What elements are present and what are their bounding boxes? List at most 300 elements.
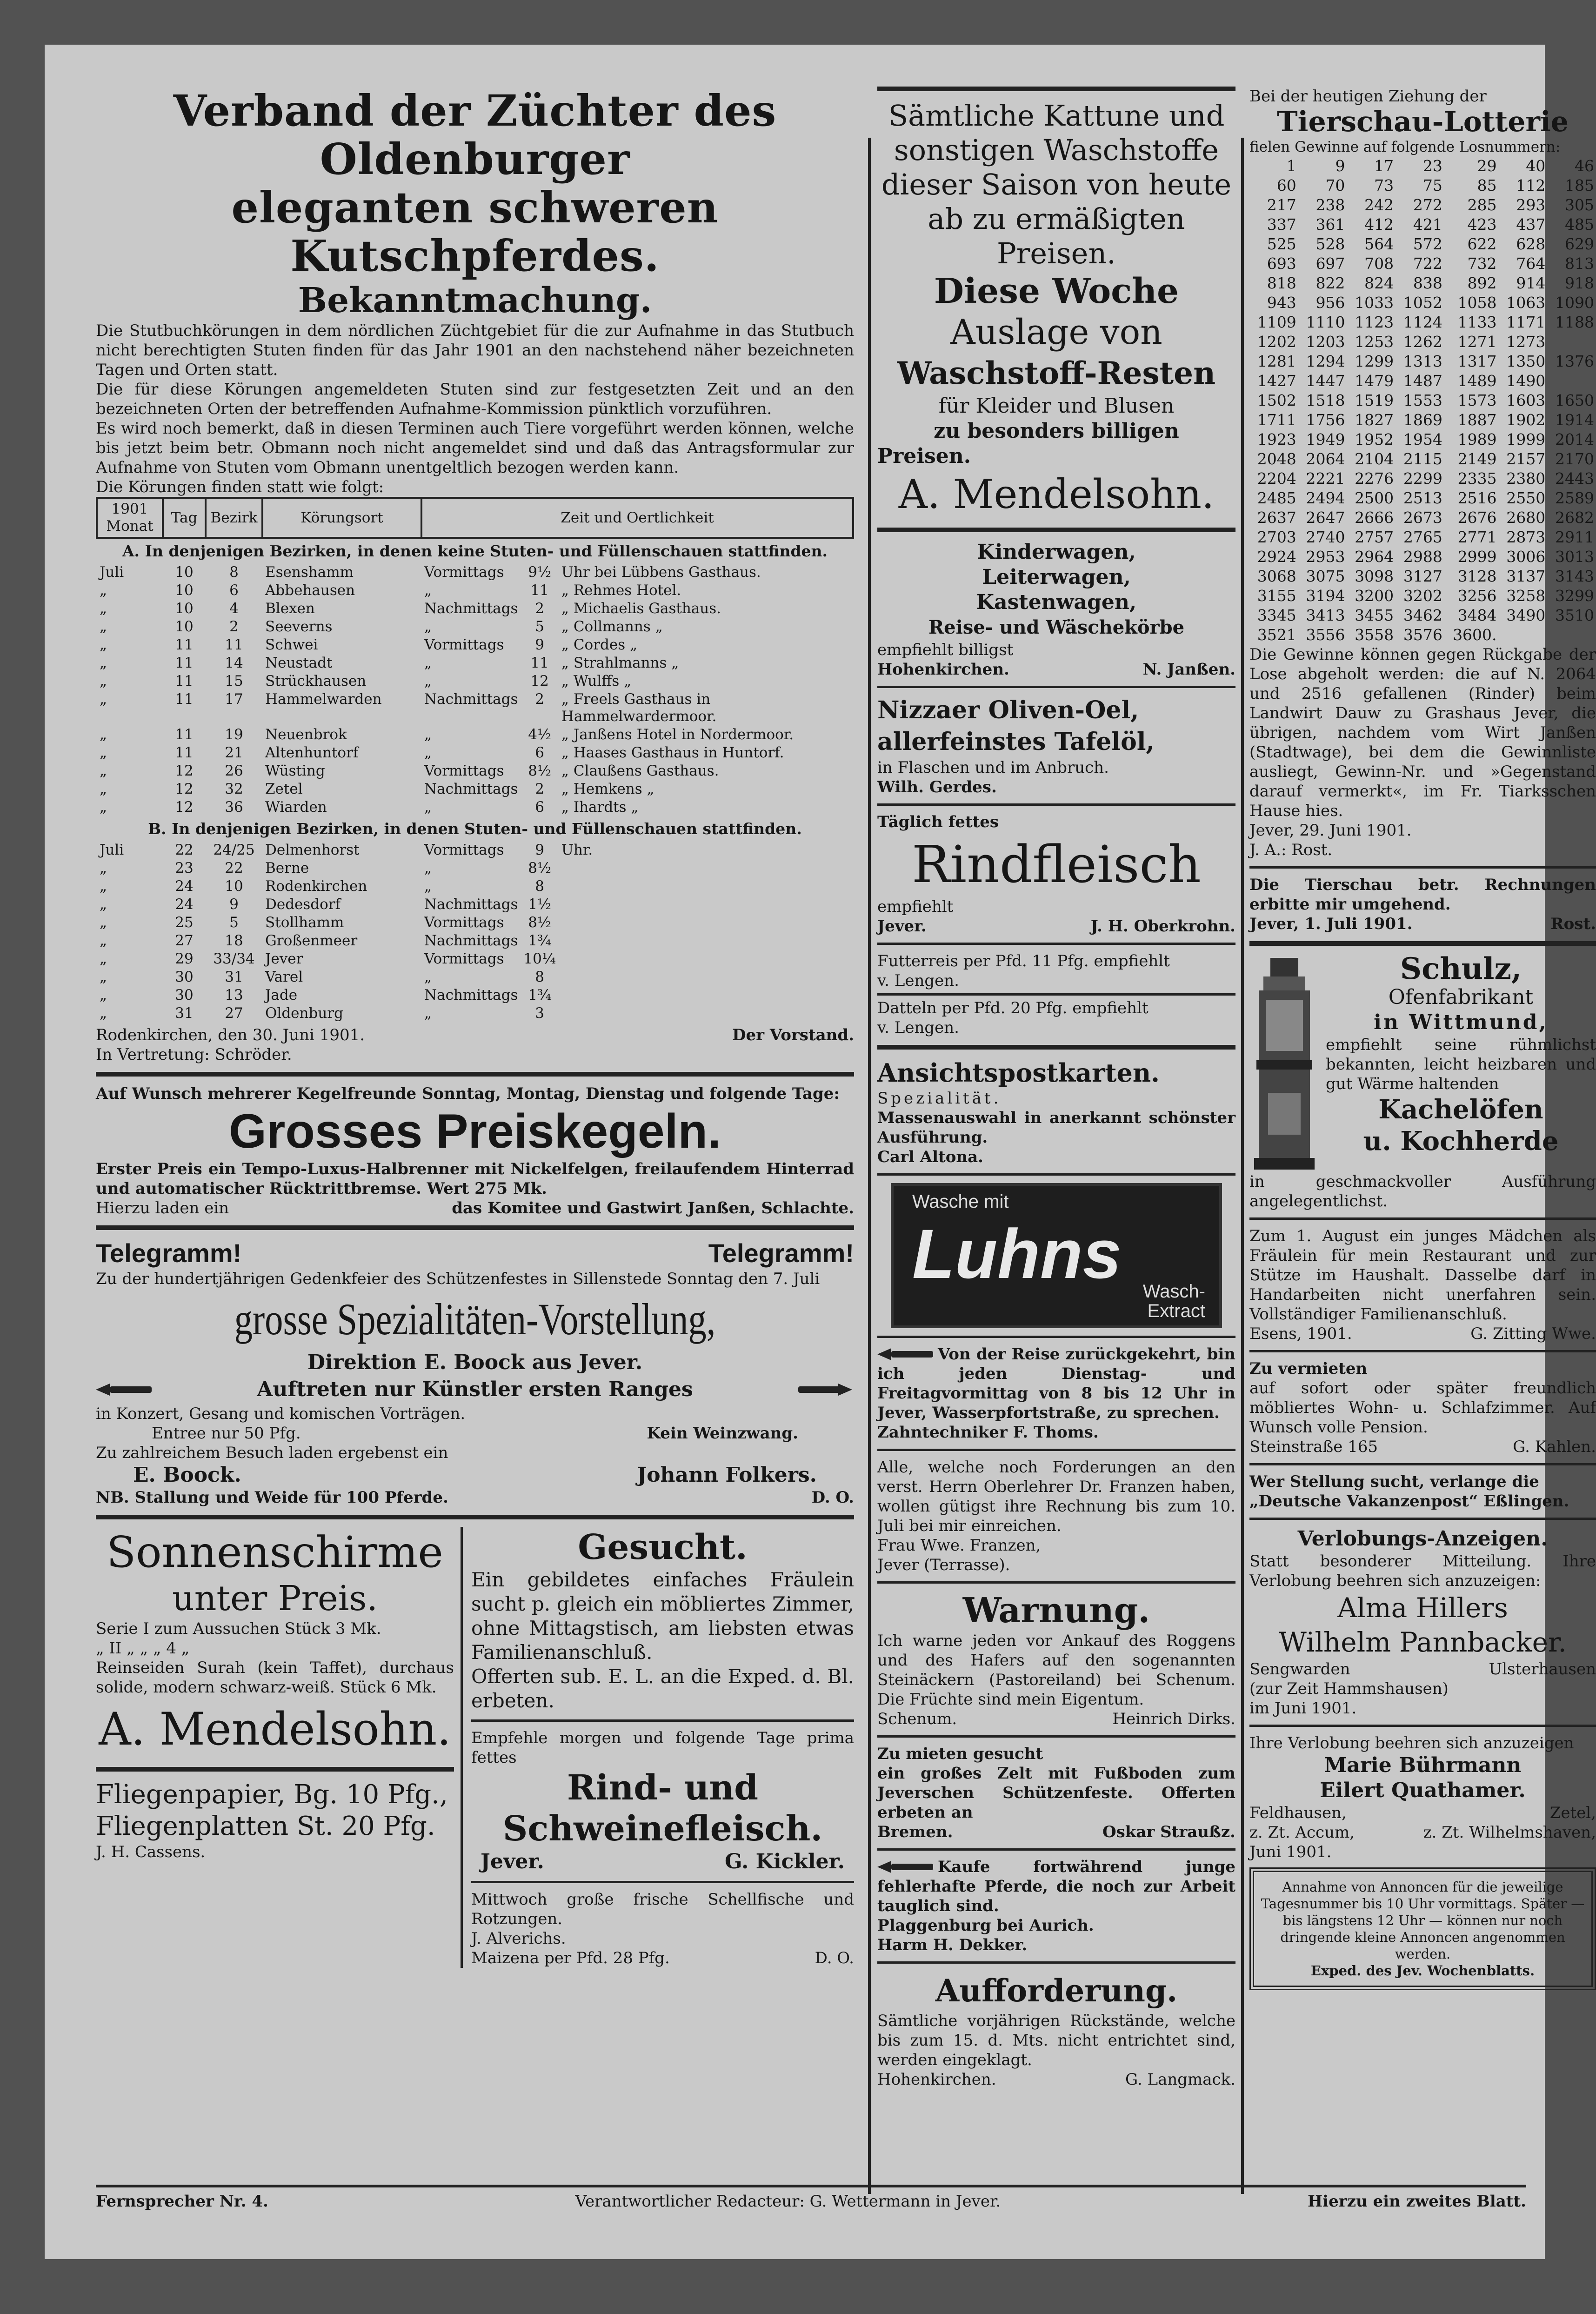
- table-cell: 22: [225, 860, 243, 876]
- verlobung-name: Marie Bührmann: [1324, 1753, 1522, 1777]
- stellung-ad: [1249, 1472, 1596, 1511]
- franzen-text: Alle, welche noch Forderungen an den verst. Herrn Oberlehrer Dr. Franzen haben, wollen gütigst ihre Rechnung bis zum 10. Juli bei mir einreichen.: [877, 1458, 1235, 1535]
- footer-blatt: Hierzu ein zweites Blatt.: [1308, 2192, 1526, 2211]
- table-cell: Wüsting: [265, 762, 325, 779]
- lotterie-number: 3155: [1257, 587, 1296, 605]
- table-cell: 14: [225, 655, 243, 671]
- table-cell: 22: [175, 842, 194, 858]
- lotterie-number: 3345: [1257, 606, 1296, 624]
- table-row: [97, 690, 853, 726]
- lotterie-number: 1949: [1306, 430, 1345, 448]
- schulz-text: empfiehlt seine rühmlichst bekannten, leicht heizbaren und gut Wärme haltenden: [1326, 1036, 1596, 1093]
- table-cell: 5: [535, 618, 545, 635]
- sonnen-line: „ II „ „ „ 4 „: [96, 1639, 190, 1658]
- telegramm-nb: NB. Stallung und Weide für 100 Pferde.: [96, 1488, 448, 1507]
- lotterie-number: 708: [1364, 254, 1394, 273]
- table-cell: Oldenburg: [265, 1005, 343, 1022]
- table-cell: „: [100, 762, 107, 779]
- lotterie-number: 217: [1267, 196, 1296, 214]
- table-row: [97, 968, 853, 986]
- table-cell: „: [100, 799, 107, 816]
- table-cell: 8½: [528, 860, 552, 876]
- rindfleisch-ad: [877, 812, 1235, 936]
- lotterie-row: [1249, 410, 1596, 430]
- vermieten-title: Zu vermieten: [1249, 1359, 1368, 1378]
- table-cell: 4½: [528, 726, 552, 743]
- table-cell: Großenmeer: [265, 932, 358, 949]
- table-cell: „: [100, 618, 107, 635]
- stellung-line: Wer Stellung sucht, verlange die: [1249, 1472, 1539, 1491]
- table-cell: Uhr.: [561, 842, 593, 858]
- table-cell: Vormittags: [424, 950, 504, 967]
- divider: [877, 528, 1235, 532]
- schulz-heading: Kachelöfen: [1378, 1094, 1543, 1125]
- divider: [96, 1225, 854, 1230]
- lotterie-row: [1249, 371, 1596, 391]
- divider: [1249, 1518, 1596, 1520]
- table-row: [97, 841, 853, 859]
- table-cell: „ Haases Gasthaus in Huntorf.: [561, 744, 784, 761]
- lotterie-row: [1249, 547, 1596, 567]
- lotterie-number: 697: [1316, 254, 1345, 273]
- table-row: [97, 563, 853, 582]
- franzen-ad: [877, 1458, 1235, 1575]
- lotterie-number: 1188: [1555, 313, 1594, 331]
- lotterie-number: 2485: [1257, 489, 1296, 507]
- lotterie-number: 732: [1467, 254, 1497, 273]
- gesucht-title: Gesucht.: [578, 1527, 748, 1567]
- zelt-title: Zu mieten gesucht: [877, 1745, 1043, 1763]
- luhns-text: Extract: [1147, 1301, 1205, 1321]
- telegramm-line: in Konzert, Gesang und komischen Vorträgen.: [96, 1404, 466, 1423]
- lotterie-number: 60: [1276, 176, 1296, 194]
- kinderwagen-name: N. Janßen.: [1142, 660, 1235, 679]
- lotterie-row: [1249, 352, 1596, 371]
- table-cell: „ Wulffs „: [561, 673, 632, 689]
- futter-signature: v. Lengen.: [877, 1018, 959, 1037]
- lotterie-number: 75: [1422, 176, 1442, 194]
- table-cell: 24/25: [213, 842, 255, 858]
- lotterie-number: 73: [1374, 176, 1394, 194]
- table-cell: „: [100, 582, 107, 599]
- table-header-cell: Bezirk: [206, 498, 262, 538]
- verlobung-ad: [1249, 1526, 1596, 1718]
- lotterie-number: 485: [1565, 215, 1594, 234]
- ansicht-sub: Spezialität.: [877, 1089, 1002, 1108]
- kickler-title: Schweinefleisch.: [502, 1809, 823, 1849]
- lotterie-number: 824: [1364, 274, 1394, 292]
- lotterie-number: 822: [1316, 274, 1345, 292]
- lotterie-row: [1249, 488, 1596, 508]
- table-cell: 11: [225, 636, 243, 653]
- telegramm-direktion: Direktion E. Boock aus Jever.: [307, 1351, 643, 1374]
- lotterie-number: 2204: [1257, 469, 1296, 488]
- table-cell: Neuenbrok: [265, 726, 347, 743]
- lotterie-number: 3600.: [1453, 626, 1497, 644]
- table-cell: Dedesdorf: [265, 896, 341, 913]
- table-cell: „: [100, 726, 107, 743]
- lotterie-number: 437: [1516, 215, 1546, 234]
- table-cell: Nachmittags: [424, 987, 518, 1003]
- lotterie-row: [1249, 586, 1596, 606]
- lotterie-number: 3068: [1257, 567, 1296, 585]
- lotterie-number: 46: [1575, 157, 1594, 175]
- table-cell: 11: [175, 744, 194, 761]
- verlobung-ad: [1249, 1733, 1596, 1862]
- lotterie-row: [1249, 215, 1596, 234]
- table-cell: 13: [225, 987, 243, 1003]
- stellung-line: „Deutsche Vakanzenpost“ Eßlingen.: [1249, 1492, 1569, 1511]
- divider: [877, 943, 1235, 945]
- table-cell: Berne: [265, 860, 309, 876]
- lotterie-title: Tierschau-Lotterie: [1277, 106, 1569, 138]
- table-cell: „: [100, 914, 107, 931]
- kinderwagen-line: Kastenwagen,: [976, 590, 1137, 614]
- table-cell: 27: [225, 1005, 243, 1022]
- lotterie-row: [1249, 528, 1596, 547]
- table-row: [97, 744, 853, 762]
- table-cell: 8: [229, 564, 239, 581]
- alverichs-line: Mittwoch große frische Schellfische und Rotzungen.: [471, 1890, 854, 1928]
- table-cell: Zetel: [265, 781, 303, 797]
- lotterie-number: 9: [1335, 157, 1345, 175]
- lotterie-number: 2104: [1355, 450, 1394, 468]
- telegramm-name: Johann Folkers.: [637, 1463, 817, 1487]
- verlobung-place: Feldhausen,: [1249, 1804, 1347, 1822]
- table-cell: „: [100, 655, 107, 671]
- lotterie-number: 1253: [1355, 333, 1394, 351]
- table-cell: „: [424, 582, 432, 599]
- auff-place: Hohenkirchen.: [877, 2070, 996, 2089]
- lotterie-number: 1603: [1506, 391, 1546, 409]
- table-cell: 2: [535, 691, 545, 708]
- lotterie-number: 412: [1364, 215, 1394, 234]
- verband-heading: Bekanntmachung.: [298, 281, 652, 321]
- lotterie-number: 3462: [1403, 606, 1442, 624]
- lotterie-number: 242: [1364, 196, 1394, 214]
- verband-title-2: eleganten schweren Kutschpferdes.: [231, 182, 719, 281]
- verband-signature: In Vertretung: Schröder.: [96, 1045, 292, 1064]
- lotterie-number: 3558: [1355, 626, 1394, 644]
- verlobung-place: Ulsterhausen: [1489, 1660, 1596, 1679]
- table-cell: 17: [225, 691, 243, 708]
- lotterie-sub: fielen Gewinne auf folgende Losnummern:: [1249, 139, 1561, 155]
- lotterie-row: [1249, 156, 1596, 176]
- table-cell: 1¾: [528, 932, 552, 949]
- sonnen-sub: unter Preis.: [172, 1578, 378, 1618]
- lotterie-number: 1487: [1403, 372, 1442, 390]
- zitting-name: G. Zitting Wwe.: [1470, 1324, 1596, 1343]
- verlobung-place: Sengwarden: [1249, 1660, 1350, 1679]
- sonnen-firm: A. Mendelsohn.: [99, 1703, 451, 1755]
- lotterie-number: 2911: [1555, 528, 1594, 546]
- table-cell: [559, 968, 853, 986]
- kickler-title: Rind- und: [567, 1768, 758, 1808]
- table-cell: 21: [225, 744, 243, 761]
- table-cell: Vormittags: [424, 564, 504, 581]
- lotterie-number: 528: [1316, 235, 1345, 253]
- schulz-line: Ofenfabrikant: [1388, 985, 1534, 1009]
- warnung-ad: [877, 1590, 1235, 1729]
- divider: [1249, 1350, 1596, 1352]
- lotterie-number: [1499, 625, 1548, 645]
- table-cell: Schwei: [265, 636, 318, 653]
- lotterie-number: 1553: [1403, 391, 1442, 409]
- table-cell: 11: [175, 655, 194, 671]
- divider: [471, 1881, 854, 1883]
- lotterie-number: 1: [1286, 157, 1296, 175]
- table-cell: Nachmittags: [424, 781, 518, 797]
- lotterie-number: 1573: [1457, 391, 1497, 409]
- telegramm-title: grosse Spezialitäten-Vorstellung,: [234, 1294, 716, 1344]
- table-cell: „: [424, 799, 432, 816]
- table-cell: 12: [530, 673, 549, 689]
- lotterie-number: 85: [1477, 176, 1497, 194]
- pointing-hand-icon: [877, 1347, 933, 1361]
- lotterie-number: 2299: [1403, 469, 1442, 488]
- lotterie-number: 3484: [1457, 606, 1497, 624]
- verband-paragraph: Die Stutbuchkörungen in dem nördlichen Züchtgebiet für die zur Aufnahme in das Stutbuch nicht berechtigten Stuten finden für das Jahr 1901 an den nachstehend näher bezeichneten Tagen und Orten statt.: [96, 321, 854, 379]
- luhns-text: Wasch-: [1142, 1281, 1205, 1302]
- divider: [877, 803, 1235, 806]
- lotterie-number: 693: [1267, 254, 1296, 273]
- lotterie-number: 3013: [1555, 548, 1594, 566]
- lotterie-number: 1133: [1457, 313, 1497, 331]
- lotterie-row: [1249, 176, 1596, 195]
- lotterie-row: [1249, 293, 1596, 313]
- tierschau-ad: [1249, 875, 1596, 934]
- lotterie-number: 1317: [1457, 352, 1497, 370]
- futter-line: Datteln per Pfd. 20 Pfg. empfiehlt: [877, 999, 1149, 1017]
- table-cell: „: [100, 950, 107, 967]
- lotterie-number: 2999: [1457, 548, 1497, 566]
- table-row: [97, 986, 853, 1004]
- kinderwagen-place: Hohenkirchen.: [877, 660, 1009, 679]
- lotterie-number: 943: [1267, 294, 1296, 312]
- alverichs-line: Maizena per Pfd. 28 Pfg.: [471, 1949, 670, 1967]
- lotterie-number: 2988: [1403, 548, 1442, 566]
- lotterie-number: 2964: [1355, 548, 1394, 566]
- table-cell: 31: [175, 1005, 194, 1022]
- warnung-place: Schenum.: [877, 1710, 957, 1728]
- kegel-invite: Hierzu laden ein: [96, 1199, 229, 1217]
- vermieten-text: auf sofort oder später freundlich möbliertes Wohn- u. Schlafzimmer. Auf Wunsch volle Pension.: [1249, 1379, 1596, 1437]
- lotterie-number: 2757: [1355, 528, 1394, 546]
- oel-line: in Flaschen und im Anbruch.: [877, 758, 1109, 777]
- lotterie-row: [1249, 430, 1596, 449]
- column-divider: [868, 138, 871, 2194]
- table-cell: 3: [535, 1005, 545, 1022]
- lotterie-number: 2014: [1555, 430, 1594, 448]
- footer-phone: Fernsprecher Nr. 4.: [96, 2192, 268, 2211]
- lotterie-number: 238: [1316, 196, 1345, 214]
- table-cell: Nachmittags: [424, 896, 518, 913]
- divider: [877, 993, 1235, 996]
- lotterie-number: 361: [1316, 215, 1345, 234]
- table-cell: 24: [175, 896, 194, 913]
- lotterie-number: 3098: [1355, 567, 1394, 585]
- table-cell: „: [100, 987, 107, 1003]
- kegel-signature: das Komitee und Gastwirt Janßen, Schlachte.: [452, 1199, 854, 1217]
- table-row: [97, 896, 853, 914]
- lotterie-number: 1711: [1257, 411, 1296, 429]
- lotterie-number: 1123: [1355, 313, 1394, 331]
- lotterie-number: 564: [1364, 235, 1394, 253]
- lotterie-number: 1063: [1506, 294, 1546, 312]
- lotterie-number: 1281: [1257, 352, 1296, 370]
- lotterie-number: 2924: [1257, 548, 1296, 566]
- zelt-name: Oskar Straußz.: [1102, 1823, 1235, 1841]
- lotterie-intro: Bei der heutigen Ziehung der: [1249, 87, 1487, 106]
- lotterie-number: 1109: [1257, 313, 1296, 331]
- rind-intro: Täglich fettes: [877, 813, 999, 831]
- zelt-text: ein großes Zelt mit Fußboden zum Jeverschen Schützenfeste. Offerten erbeten an: [877, 1764, 1235, 1822]
- lotterie-table: [1249, 156, 1596, 645]
- zelt-place: Bremen.: [877, 1823, 953, 1841]
- rind-place: Jever.: [877, 917, 927, 936]
- table-cell: Juli: [100, 842, 124, 858]
- divider: [1249, 1725, 1596, 1727]
- table-cell: „: [100, 1005, 107, 1022]
- lotterie-number: 2637: [1257, 508, 1296, 527]
- table-row: [97, 654, 853, 672]
- ansicht-signature: Carl Altona.: [877, 1148, 984, 1166]
- table-cell: 2: [229, 618, 239, 635]
- lotterie-number: 285: [1467, 196, 1497, 214]
- table-cell: Uhr bei Lübbens Gasthaus.: [561, 564, 761, 581]
- lotterie-row: [1249, 567, 1596, 586]
- dekker-ad: [877, 1857, 1235, 1955]
- sonnenschirme-ad: [96, 1527, 454, 1759]
- lotterie-row: [1249, 469, 1596, 488]
- verband-paragraph: Die Körungen finden statt wie folgt:: [96, 478, 384, 496]
- lotterie-number: 2513: [1403, 489, 1442, 507]
- newspaper-page: [45, 45, 1596, 2259]
- table-cell: 9: [535, 636, 545, 653]
- kickler-intro: Empfehle morgen und folgende Tage prima fettes: [471, 1729, 854, 1767]
- notice-text: Annahme von Annoncen für die jeweilige Tagesnummer bis 10 Uhr vormittags. Später — bis längstens 12 Uhr — können nur noch dringende kleine Annoncen angenommen werden.: [1261, 1879, 1585, 1962]
- section-heading: B. In denjenigen Bezirken, in denen Stuten- und Füllenschauen stattfinden.: [148, 820, 802, 838]
- table-cell: 11: [530, 582, 549, 599]
- lotterie-signature: J. A.: Rost.: [1249, 841, 1333, 859]
- table-cell: „: [100, 860, 107, 876]
- lotterie-number: 1090: [1555, 294, 1594, 312]
- telegramm-line: Zu zahlreichem Besuch laden ergebenst ein: [96, 1444, 448, 1462]
- table-row: [97, 762, 853, 780]
- section-heading: A. In denjenigen Bezirken, in denen keine Stuten- und Füllenschauen stattfinden.: [122, 542, 828, 560]
- lotterie-number: 2335: [1457, 469, 1497, 488]
- table-cell: 11: [175, 691, 194, 708]
- lotterie-number: 629: [1565, 235, 1594, 253]
- lotterie-number: 1902: [1506, 411, 1546, 429]
- lotterie-number: 1033: [1355, 294, 1394, 312]
- lotterie-number: 818: [1267, 274, 1296, 292]
- table-cell: „: [100, 969, 107, 985]
- koerung-table: [96, 497, 854, 1023]
- lotterie-row: [1249, 195, 1596, 215]
- lotterie-number: 185: [1565, 176, 1594, 194]
- table-cell: 27: [175, 932, 194, 949]
- verlobung-place: (zur Zeit Hammshausen): [1249, 1679, 1449, 1698]
- verlobung-place: Zetel,: [1549, 1804, 1596, 1822]
- lotterie-number: 1427: [1257, 372, 1296, 390]
- lotterie-number: [1547, 625, 1596, 645]
- verlobung-name: Wilhelm Pannbacker.: [1279, 1626, 1567, 1658]
- lotterie-number: 3006: [1506, 548, 1546, 566]
- table-cell: 8½: [528, 762, 552, 779]
- kegel-ad: [96, 1084, 854, 1218]
- lotterie-number: 1518: [1306, 391, 1345, 409]
- table-cell: Nachmittags: [424, 600, 518, 617]
- table-cell: 9: [535, 842, 545, 858]
- table-cell: Nachmittags: [424, 691, 518, 708]
- table-cell: „ Hemkens „: [561, 781, 654, 797]
- table-row: [97, 600, 853, 618]
- lotterie-number: 3202: [1403, 587, 1442, 605]
- table-cell: „: [424, 673, 432, 689]
- table-row: [97, 636, 853, 654]
- schulz-line: in geschmackvoller Ausführung angelegentlichst.: [1249, 1172, 1596, 1211]
- table-row: [97, 672, 853, 690]
- table-cell: Seeverns: [265, 618, 333, 635]
- lotterie-number: 1756: [1306, 411, 1345, 429]
- divider: [877, 1848, 1235, 1851]
- lotterie-number: 2500: [1355, 489, 1394, 507]
- table-cell: [559, 1004, 853, 1023]
- table-cell: „ Michaelis Gasthaus.: [561, 600, 721, 617]
- table-cell: 6: [229, 582, 239, 599]
- table-cell: „: [100, 673, 107, 689]
- table-cell: Juli: [100, 564, 124, 581]
- auff-name: G. Langmack.: [1125, 2070, 1235, 2089]
- gesucht-offer: Offerten sub. E. L. an die Exped. d. Bl. erbeten.: [471, 1665, 854, 1712]
- vermieten-name: G. Kahlen.: [1513, 1438, 1596, 1456]
- table-row: [97, 726, 853, 744]
- fliegen-line: Fliegenplatten St. 20 Pfg.: [96, 1811, 435, 1841]
- table-header-cell: Körungsort: [262, 498, 421, 538]
- verlobung-intro: Ihre Verlobung beehren sich anzuzeigen: [1249, 1734, 1574, 1752]
- table-cell: 18: [225, 932, 243, 949]
- column-right: [1249, 87, 1596, 1990]
- lotterie-number: 2550: [1506, 489, 1546, 507]
- lotterie-number: 3075: [1306, 567, 1345, 585]
- lotterie-row: [1249, 391, 1596, 410]
- kegel-intro: Auf Wunsch mehrerer Kegelfreunde Sonntag, Montag, Dienstag und folgende Tage:: [96, 1084, 840, 1103]
- schulz-heading: u. Kochherde: [1363, 1126, 1559, 1157]
- lotterie-number: 1923: [1257, 430, 1296, 448]
- verlobung-date: im Juni 1901.: [1249, 1699, 1357, 1718]
- table-cell: [559, 986, 853, 1004]
- kattune-line: Preisen.: [877, 444, 971, 468]
- thoms-signature: Zahntechniker F. Thoms.: [877, 1423, 1099, 1442]
- table-cell: 24: [175, 878, 194, 895]
- auff-text: Sämtliche vorjährigen Rückstände, welche bis zum 15. d. Mts. nicht entrichtet sind, werden eingeklagt.: [877, 2012, 1235, 2069]
- table-cell: 10: [175, 618, 194, 635]
- table-cell: „: [424, 969, 432, 985]
- table-row: [97, 950, 853, 968]
- lotterie-number: 3299: [1555, 587, 1594, 605]
- lotterie-number: 2494: [1306, 489, 1345, 507]
- lotterie-number: 1887: [1457, 411, 1497, 429]
- ansicht-line: Massenauswahl in anerkannt schönster Ausführung.: [877, 1109, 1235, 1147]
- divider: [96, 1072, 854, 1077]
- table-cell: 2: [535, 600, 545, 617]
- verlobung-place: z. Zt. Accum,: [1249, 1823, 1355, 1842]
- divider: [877, 686, 1235, 688]
- table-cell: 11: [175, 636, 194, 653]
- lotterie-number: 2516: [1457, 489, 1497, 507]
- lotterie-number: 956: [1316, 294, 1345, 312]
